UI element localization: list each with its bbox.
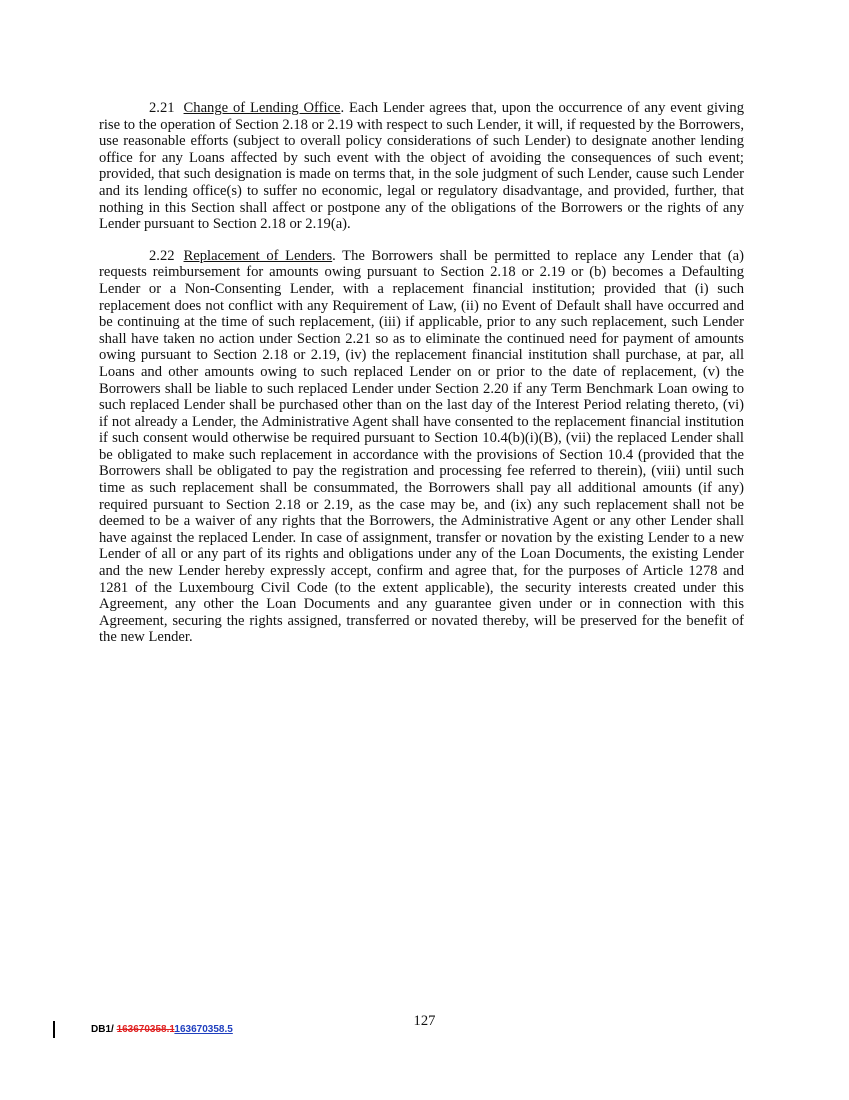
section-body: . The Borrowers shall be permitted to replace any Lender that (a) requests reimbursement for amounts owing pursuant to Section 2.18 or 2.19 or (b) becomes a Defaulting Lender or a Non-Consenting Lender, with a replacement financial institution; provided that (i) such replacement does not conflict with any Requirement of Law, (ii) no Event of Default shall have occurred and be continuing at the time of such replacement, (iii) if applicable, prior to any such replacement, such Lender shall have taken no action under Section 2.21 so as to eliminate the continued need for payment of amounts owing pursuant to Section 2.18 or 2.19, (iv) the replacement financial institution shall purchase, at par, all Loans and other amounts owing to such replaced Lender on or prior to the date of replacement, (v) the Borrowers shall be liable to such replaced Lender under Section 2.20 if any Term Benchmark Loan owing to such replaced Lender shall be purchased other than on the last day of the Interest Period relating thereto, (vi) if not already a Lender, the Administrative Agent shall have consented to the replacement financial institution if such consent would otherwise be required pursuant to Section 10.4(b)(i)(B), (vii) the replaced Lender shall be obligated to make such replacement in accordance with the provisions of Section 10.4 (provided that the Borrowers shall be obligated to pay the registration and processing fee referred to therein), (viii) until such time as such replacement shall be consummated, the Borrowers shall pay all additional amounts (if any) required pursuant to Section 2.18 or 2.19, as the case may be, and (ix) any such replacement shall not be deemed to be a waiver of any rights that the Borrowers, the Administrative Agent or any other Lender shall have against the replaced Lender. In case of assignment, transfer or novation by the existing Lender to a new Lender of all or any part of its rights and obligations under any of the Loan Documents, the existing Lender and the new Lender hereby expressly accept, confirm and agree that, for the purposes of Article 1278 and 1281 of the Luxembourg Civil Code (to the extent applicable), the security interests created under this Agreement, any other the Loan Documents and any guarantee given under or in connection with this Agreement, securing the rights assigned, transferred or novated thereby, will be preserved for the benefit of the new Lender. bbox=[99, 247, 744, 646]
section-body: . Each Lender agrees that, upon the occurrence of any event giving rise to the operation of Section 2.18 or 2.19 with respect to such Lender, it will, if requested by the Borrowers, use reasonable efforts (subject to overall policy considerations of such Lender) to designate another lending office for any Loans affected by such event with the object of avoiding the consequences of such event; provided, that such designation is made on terms that, in the sole judgment of such Lender, cause such Lender and its lending office(s) to suffer no economic, legal or regulatory disadvantage, and provided, further, that nothing in this Section shall affect or postpone any of the obligations of the Borrowers or the rights of any Lender pursuant to Section 2.18 or 2.19(a). bbox=[99, 100, 744, 233]
document-body bbox=[99, 100, 744, 661]
page-number: 127 bbox=[413, 1013, 436, 1029]
section-2-22 bbox=[99, 248, 744, 646]
inserted-doc-id: 163670358.5 bbox=[174, 1024, 233, 1035]
section-heading: Replacement of Lenders bbox=[183, 247, 333, 264]
doc-prefix: DB1/ bbox=[91, 1024, 117, 1035]
deleted-doc-id: 163670358.1 bbox=[116, 1024, 175, 1035]
section-2-21 bbox=[99, 100, 744, 233]
section-number: 2.22 bbox=[149, 247, 175, 264]
section-number: 2.21 bbox=[149, 100, 175, 116]
section-heading: Change of Lending Office bbox=[183, 100, 341, 116]
